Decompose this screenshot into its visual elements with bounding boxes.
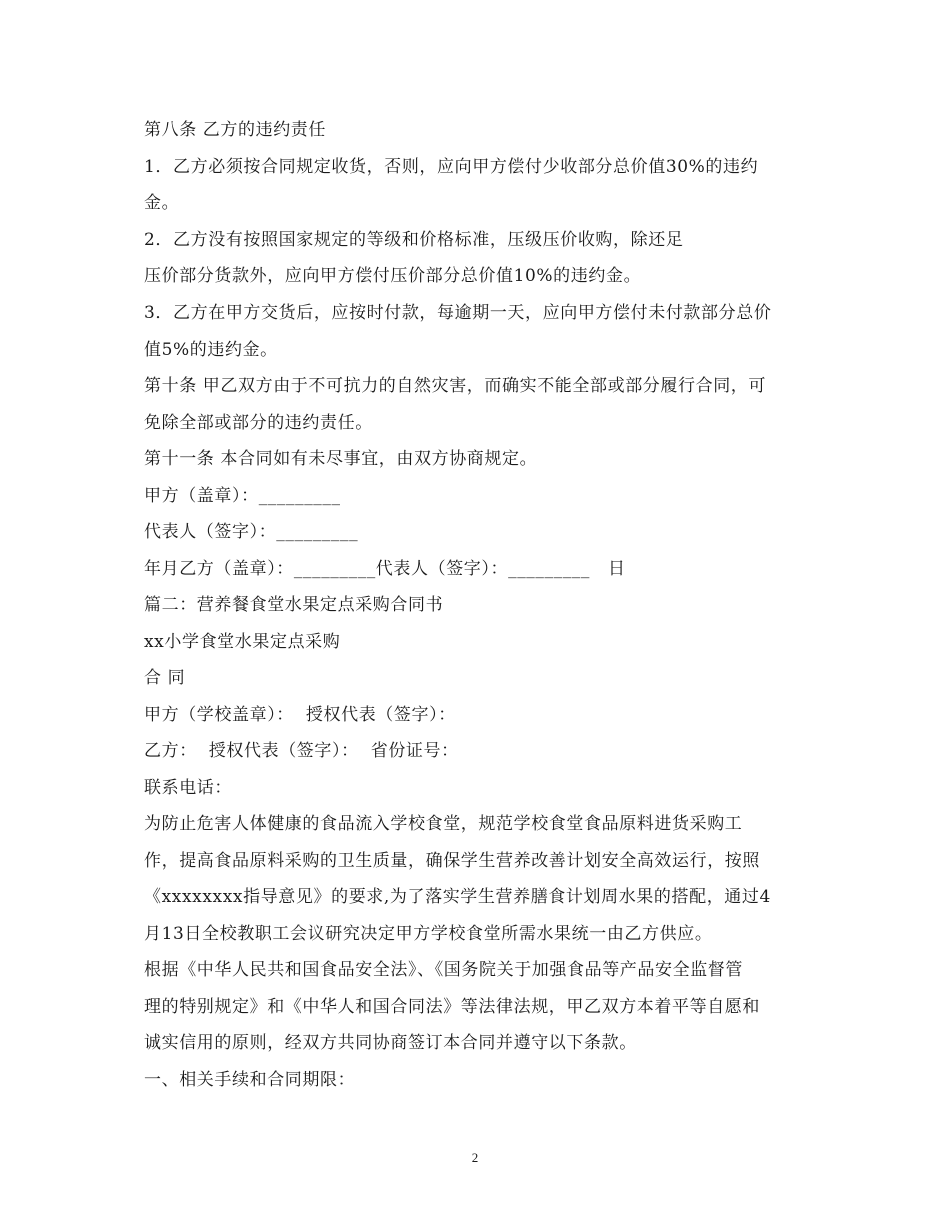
text-line: 甲方（学校盖章）： 授权代表（签字）：	[144, 705, 456, 725]
text-line: 金。	[144, 193, 180, 213]
text-line: 理的特别规定》和《中华人和国合同法》等法律法规，甲乙双方本着平等自愿和	[144, 997, 760, 1017]
page-number: 2	[471, 1150, 479, 1165]
text-line: 合 同	[144, 668, 186, 688]
text-line: 压价部分货款外，应向甲方偿付压价部分总价值10%的违约金。	[144, 266, 642, 286]
signature-line: 代表人（签字）：_________	[144, 522, 359, 542]
text-line: 根据《中华人民共和国食品安全法》、《国务院关于加强食品等产品安全监督管	[144, 960, 743, 980]
text-line: 联系电话：	[144, 778, 232, 798]
text-line: 值5%的违约金。	[144, 340, 278, 360]
text-line: 2．乙方没有按照国家规定的等级和价格标准，压级压价收购，除还足	[144, 230, 684, 250]
signature-line: 甲方（盖章）：_________	[144, 486, 341, 506]
text-line: 第八条 乙方的违约责任	[144, 120, 327, 140]
text-line: 3．乙方在甲方交货后，应按时付款，每逾期一天，应向甲方偿付未付款部分总价	[144, 303, 772, 323]
text-line: 为防止危害人体健康的食品流入学校食堂，规范学校食堂食品原料进货采购工	[144, 814, 743, 834]
text-line: xx小学食堂水果定点采购	[144, 632, 341, 652]
text-line: 第十一条 本合同如有未尽事宜，由双方协商规定。	[144, 449, 538, 469]
text-line: 免除全部或部分的违约责任。	[144, 413, 373, 433]
text-line: 月13日全校教职工会议研究决定甲方学校食堂所需水果统一由乙方供应。	[144, 924, 713, 944]
text-line: 诚实信用的原则，经双方共同协商签订本合同并遵守以下条款。	[144, 1033, 637, 1053]
text-line: 乙方： 授权代表（签字）： 省份证号：	[144, 741, 459, 761]
signature-line: 年月乙方（盖章）：_________代表人（签字）：_________ 日	[144, 559, 626, 579]
text-line: 一、相关手续和合同期限：	[144, 1070, 356, 1090]
text-line: 1．乙方必须按合同规定收货，否则，应向甲方偿付少收部分总价值30%的违约	[144, 157, 759, 177]
text-line: 第十条 甲乙双方由于不可抗力的自然灾害，而确实不能全部或部分履行合同，可	[144, 376, 767, 396]
section-title: 篇二：营养餐食堂水果定点采购合同书	[144, 595, 444, 615]
text-line: 作，提高食品原料采购的卫生质量，确保学生营养改善计划安全高效运行，按照	[144, 851, 760, 871]
text-line: 《xxxxxxxx指导意见》的要求,为了落实学生营养膳食计划周水果的搭配，通过4	[144, 887, 771, 907]
